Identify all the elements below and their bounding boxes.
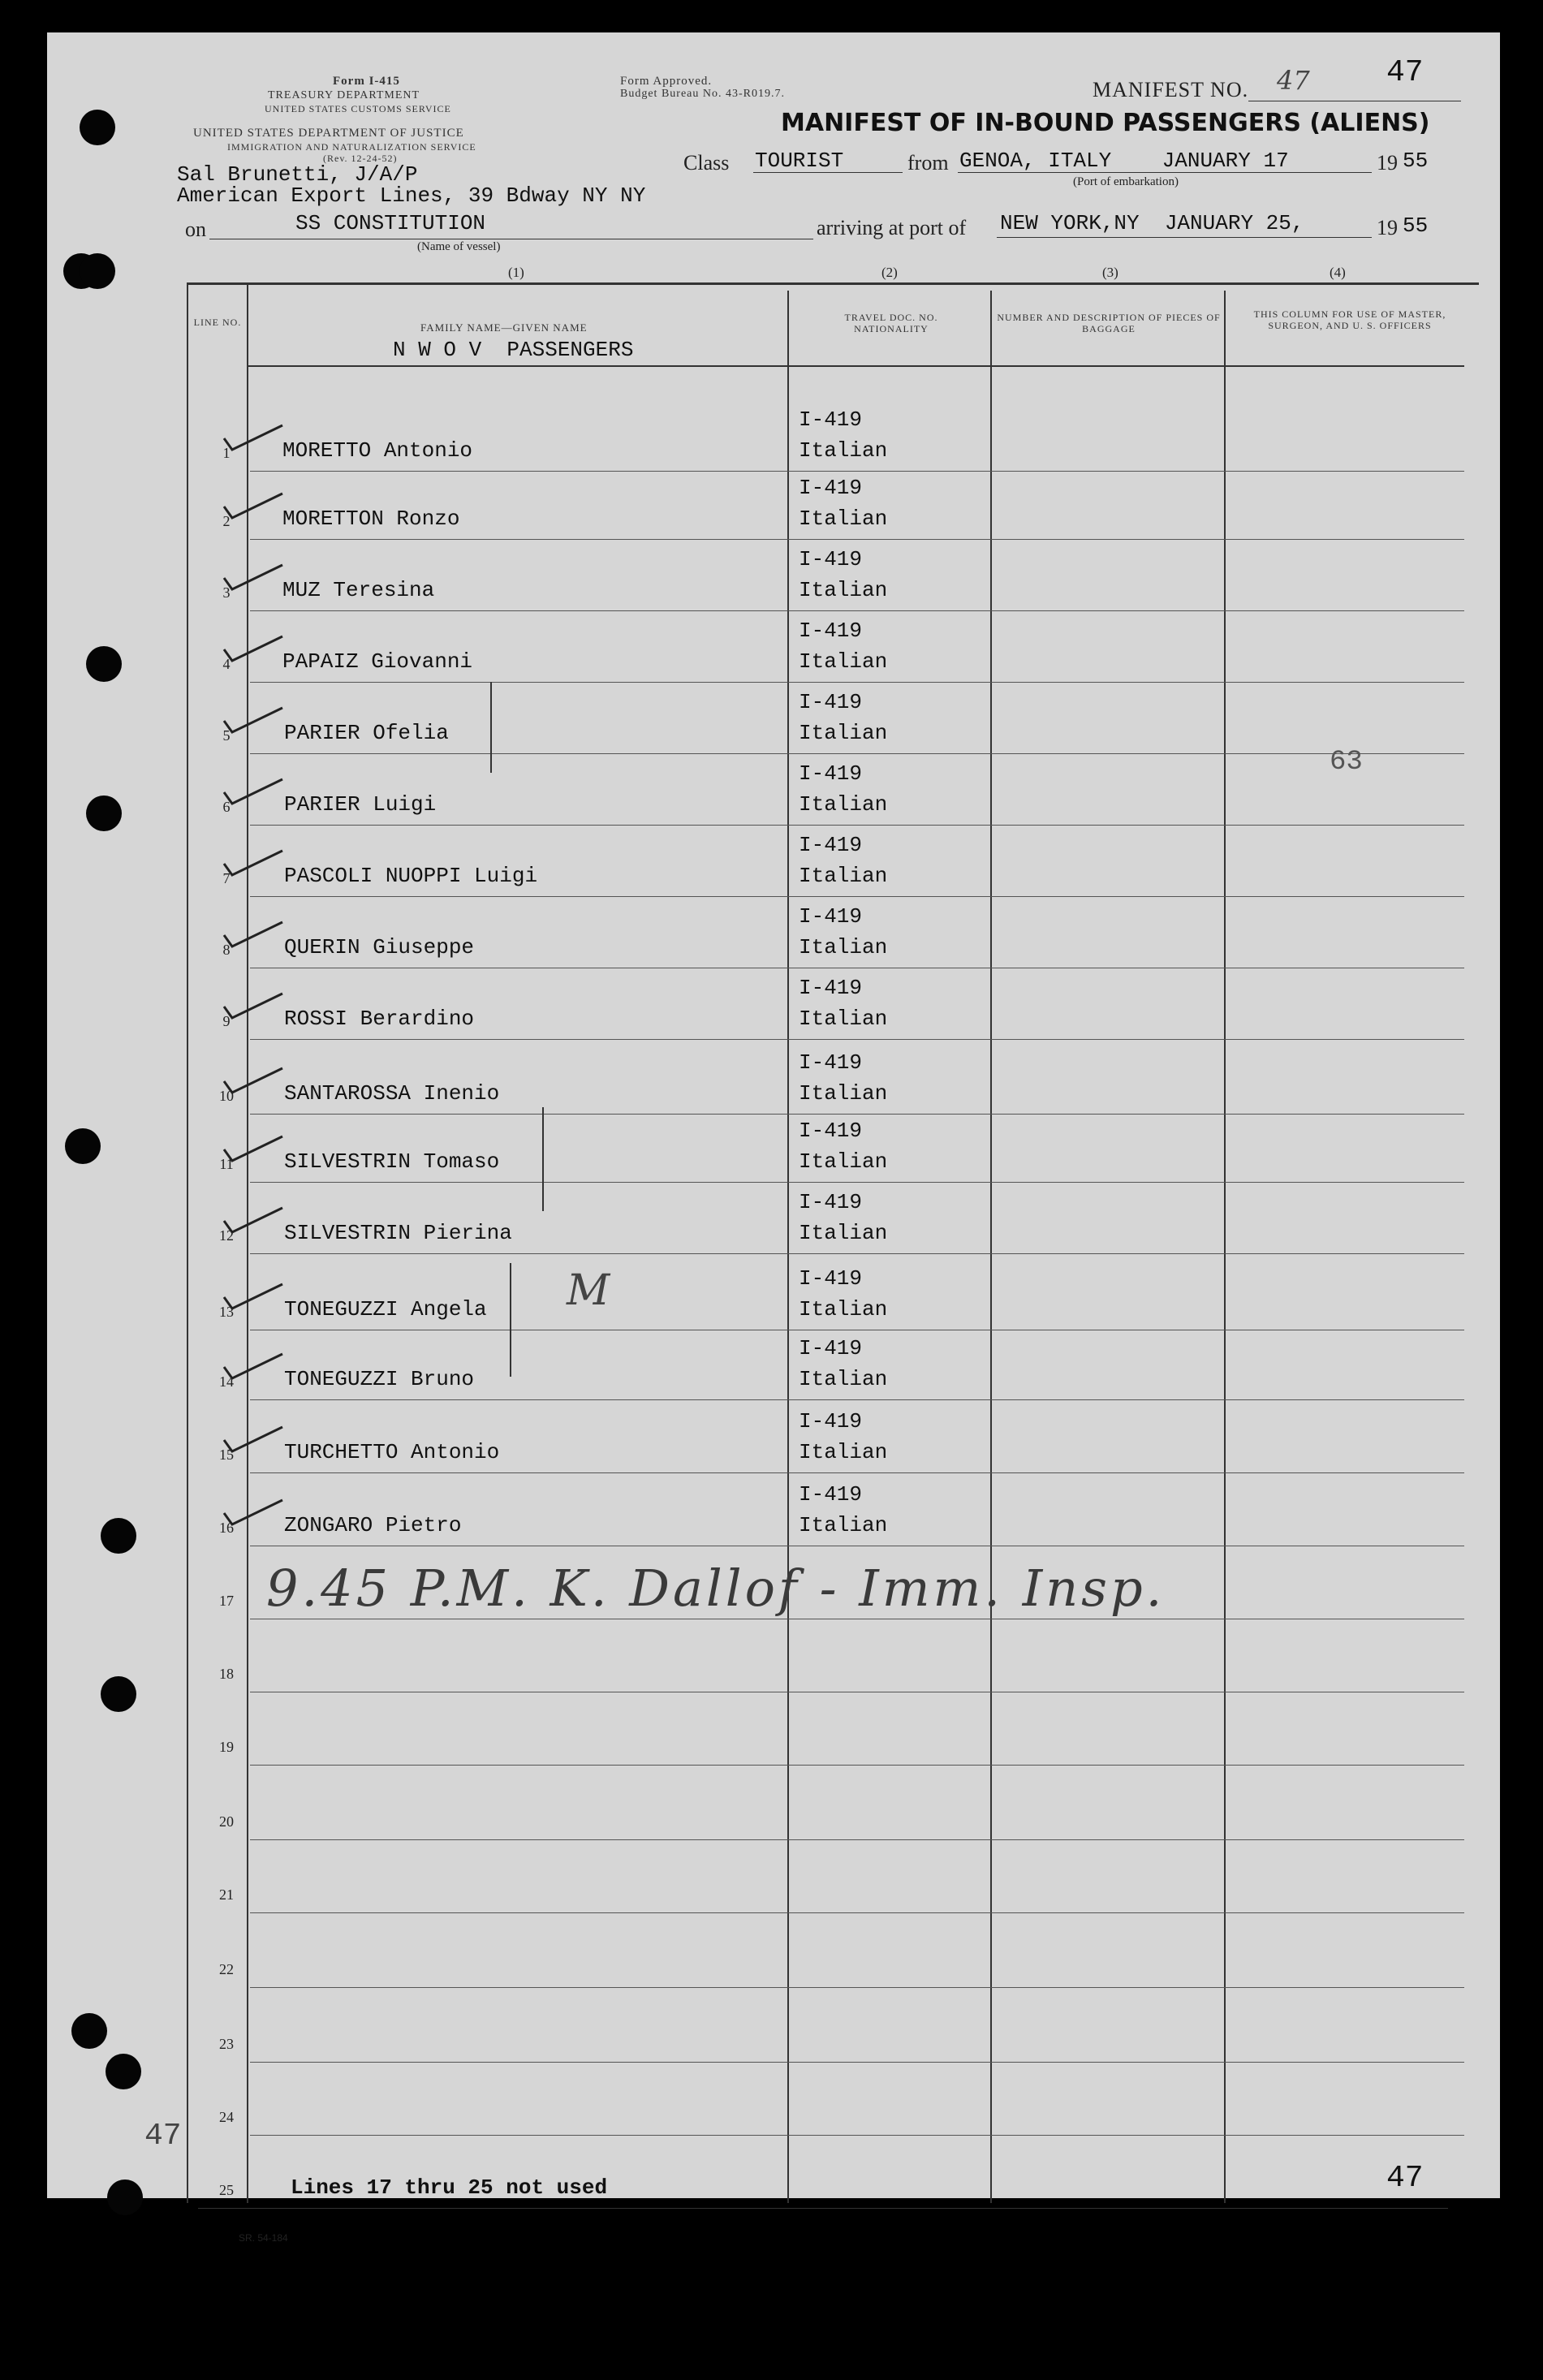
check-mark-icon: [221, 990, 286, 1023]
row-divider: [250, 471, 1464, 472]
check-mark-icon: [221, 1281, 286, 1313]
check-mark-icon: [221, 919, 286, 951]
line-number: 24: [219, 2109, 234, 2125]
nationality: Italian: [799, 1513, 888, 1537]
row-divider: [250, 896, 1464, 897]
budget-bureau: Budget Bureau No. 43-R019.7.: [620, 88, 785, 100]
year-value-2: 55: [1403, 213, 1429, 238]
travel-doc-number: I-419: [799, 619, 863, 643]
nationality: Italian: [799, 649, 888, 674]
handwritten-m: M: [567, 1266, 610, 1315]
table-top-border: [187, 282, 1479, 285]
year-prefix-1: 19: [1377, 151, 1398, 175]
year-prefix-2: 19: [1377, 216, 1398, 239]
punch-hole: [80, 253, 115, 289]
form-approved: Form Approved.: [620, 75, 713, 88]
row-divider: [250, 1253, 1464, 1254]
travel-doc-number: I-419: [799, 1190, 863, 1214]
row-divider: [250, 1399, 1464, 1400]
travel-doc-number: I-419: [799, 904, 863, 929]
line-number: 9: [222, 1013, 231, 1029]
passenger-name: PAPAIZ Giovanni: [282, 649, 473, 674]
line-number: 14: [219, 1373, 234, 1390]
line-number: 18: [219, 1666, 234, 1682]
passenger-name: PARIER Ofelia: [284, 721, 449, 745]
passenger-name: MUZ Teresina: [282, 578, 435, 602]
line-number: 7: [222, 870, 231, 886]
form-code: SR. 54-184: [239, 2232, 288, 2244]
column-1-number: (1): [508, 265, 524, 280]
shipping-line: American Export Lines, 39 Bdway NY NY: [177, 183, 646, 208]
revision-label: (Rev. 12-24-52): [323, 153, 398, 164]
punch-hole: [101, 1676, 136, 1712]
passenger-name: PARIER Luigi: [284, 792, 437, 817]
travel-doc-number: I-419: [799, 761, 863, 786]
travel-doc-number: I-419: [799, 407, 863, 432]
family-bracket: [510, 1263, 511, 1377]
travel-doc-header: TRAVEL DOC. NO. NATIONALITY: [844, 312, 938, 334]
punch-hole: [106, 2054, 141, 2089]
family-bracket: [542, 1107, 544, 1211]
manifest-number: 47: [1386, 55, 1424, 90]
check-mark-icon: [221, 847, 286, 880]
embarkation-value: GENOA, ITALY JANUARY 17: [959, 149, 1289, 173]
row-divider: [250, 610, 1464, 611]
row-divider: [250, 1182, 1464, 1183]
port-embarkation-label: (Port of embarkation): [1073, 175, 1179, 188]
nationality: Italian: [799, 1297, 888, 1322]
nationality: Italian: [799, 438, 888, 463]
line-number: 5: [222, 727, 231, 744]
nationality: Italian: [799, 578, 888, 602]
line-number: 12: [219, 1227, 234, 1244]
travel-doc-number: I-419: [799, 976, 863, 1000]
nationality: Italian: [799, 1149, 888, 1174]
manifest-hand-number: 47: [1277, 65, 1310, 96]
nationality: Italian: [799, 1440, 888, 1464]
punch-hole: [86, 795, 122, 831]
travel-doc-number: I-419: [799, 1266, 863, 1291]
row-divider: [250, 1839, 1464, 1840]
line-number: 2: [222, 513, 231, 529]
passenger-name: SILVESTRIN Pierina: [284, 1221, 512, 1245]
line-number: 1: [222, 445, 231, 461]
line-number: 13: [219, 1304, 234, 1320]
family-bracket: [490, 682, 492, 773]
column-3-number: (3): [1102, 265, 1118, 280]
line-number: 22: [219, 1961, 234, 1977]
travel-doc-number: I-419: [799, 833, 863, 857]
line-number: 21: [219, 1886, 234, 1903]
treasury-label: TREASURY DEPARTMENT: [268, 89, 420, 101]
nationality: Italian: [799, 864, 888, 888]
officer-note-number: 63: [1330, 747, 1363, 778]
check-mark-icon: [221, 1065, 286, 1097]
passenger-name: MORETTON Ronzo: [282, 507, 460, 531]
on-label: on: [185, 218, 206, 241]
customs-label: UNITED STATES CUSTOMS SERVICE: [265, 103, 451, 114]
arriving-label: arriving at port of: [817, 216, 967, 239]
row-divider: [250, 1765, 1464, 1766]
row-divider: [250, 1912, 1464, 1913]
check-mark-icon: [221, 705, 286, 737]
page-number-right: 47: [1386, 2161, 1424, 2196]
check-mark-icon: [221, 1133, 286, 1166]
check-mark-icon: [221, 1497, 286, 1529]
line-number: 19: [219, 1739, 234, 1755]
class-value: TOURIST: [755, 149, 844, 173]
not-used-note: Lines 17 thru 25 not used: [291, 2175, 608, 2200]
check-mark-icon: [221, 1424, 286, 1456]
passenger-name: PASCOLI NUOPPI Luigi: [284, 864, 538, 888]
passenger-name: SANTAROSSA Inenio: [284, 1081, 500, 1106]
nationality: Italian: [799, 1221, 888, 1245]
from-label: from: [907, 151, 949, 175]
punch-hole: [86, 646, 122, 682]
passenger-name: MORETTO Antonio: [282, 438, 473, 463]
form-number: Form I-415: [333, 75, 400, 88]
row-divider: [250, 1114, 1464, 1115]
nationality: Italian: [799, 721, 888, 745]
passenger-name: TONEGUZZI Bruno: [284, 1367, 475, 1391]
nationality: Italian: [799, 935, 888, 959]
vessel-label: (Name of vessel): [417, 240, 501, 253]
year-value-1: 55: [1403, 149, 1429, 173]
line-number: 20: [219, 1813, 234, 1830]
row-divider: [250, 2135, 1464, 2136]
manifest-no-label: MANIFEST NO.: [1093, 78, 1249, 101]
check-mark-icon: [221, 633, 286, 666]
immigration-label: IMMIGRATION AND NATURALIZATION SERVICE: [227, 141, 476, 153]
row-divider: [250, 1039, 1464, 1040]
column-2-number: (2): [881, 265, 898, 280]
travel-doc-number: I-419: [799, 1409, 863, 1434]
manifest-title: MANIFEST OF IN-BOUND PASSENGERS (ALIENS): [781, 109, 1430, 137]
nationality: Italian: [799, 1007, 888, 1031]
line-number: 8: [222, 942, 231, 958]
check-mark-icon: [221, 562, 286, 594]
check-mark-icon: [221, 422, 286, 455]
line-number: 3: [222, 584, 231, 601]
travel-doc-number: I-419: [799, 547, 863, 571]
travel-doc-number: I-419: [799, 690, 863, 714]
line-number: 23: [219, 2036, 234, 2052]
passenger-name: SILVESTRIN Tomaso: [284, 1149, 500, 1174]
line-number: 25: [219, 2182, 234, 2198]
nationality: Italian: [799, 1367, 888, 1391]
check-mark-icon: [221, 1351, 286, 1383]
nationality: Italian: [799, 507, 888, 531]
baggage-header: NUMBER AND DESCRIPTION OF PIECES OF BAGGAGE: [997, 312, 1221, 334]
line-number: 6: [222, 799, 231, 815]
manifest-sheet: [47, 32, 1500, 2244]
passenger-name: TURCHETTO Antonio: [284, 1440, 500, 1464]
class-label: Class: [683, 151, 730, 175]
row-divider: [250, 1472, 1464, 1473]
line-no-header: LINE NO.: [193, 317, 242, 328]
arrival-value: NEW YORK,NY JANUARY 25,: [1000, 211, 1304, 235]
vessel-name: SS CONSTITUTION: [295, 211, 486, 235]
punch-hole: [80, 110, 115, 145]
passenger-name: TONEGUZZI Angela: [284, 1297, 487, 1322]
punch-hole: [107, 2180, 143, 2215]
nationality: Italian: [799, 792, 888, 817]
page-number-left: 47: [144, 2119, 182, 2154]
line-number: 17: [219, 1593, 234, 1609]
agent-name: Sal Brunetti, J/A/P: [177, 162, 418, 187]
section-title: N W O V PASSENGERS: [393, 338, 634, 362]
row-divider: [250, 753, 1464, 754]
row-divider: [250, 825, 1464, 826]
line-number: 16: [219, 1520, 234, 1536]
justice-label: UNITED STATES DEPARTMENT OF JUSTICE: [193, 127, 464, 140]
line-number: 15: [219, 1447, 234, 1463]
line-number: 11: [219, 1156, 234, 1172]
punch-hole: [65, 1128, 101, 1164]
check-mark-icon: [221, 1205, 286, 1237]
check-mark-icon: [221, 490, 286, 523]
column-4-number: (4): [1330, 265, 1346, 280]
travel-doc-number: I-419: [799, 1050, 863, 1075]
row-divider: [250, 682, 1464, 683]
row-divider: [250, 2062, 1464, 2063]
line-number: 4: [222, 656, 231, 672]
passenger-name: ROSSI Berardino: [284, 1007, 475, 1031]
line-number: 10: [219, 1088, 234, 1104]
check-mark-icon: [221, 776, 286, 808]
family-name-header: FAMILY NAME—GIVEN NAME: [420, 321, 588, 334]
punch-hole: [101, 1518, 136, 1554]
row-divider: [250, 1987, 1464, 1988]
travel-doc-number: I-419: [799, 476, 863, 500]
row-divider: [250, 539, 1464, 540]
nationality: Italian: [799, 1081, 888, 1106]
travel-doc-number: I-419: [799, 1119, 863, 1143]
passenger-name: QUERIN Giuseppe: [284, 935, 475, 959]
travel-doc-number: I-419: [799, 1336, 863, 1360]
passenger-name: ZONGARO Pietro: [284, 1513, 462, 1537]
punch-hole: [71, 2013, 107, 2049]
inspector-signature: 9.45 P.M. K. Dallof - Imm. Insp.: [266, 1559, 1166, 1618]
travel-doc-number: I-419: [799, 1482, 863, 1507]
officers-header: THIS COLUMN FOR USE OF MASTER, SURGEON, AND U. S. OFFICERS: [1253, 308, 1446, 331]
